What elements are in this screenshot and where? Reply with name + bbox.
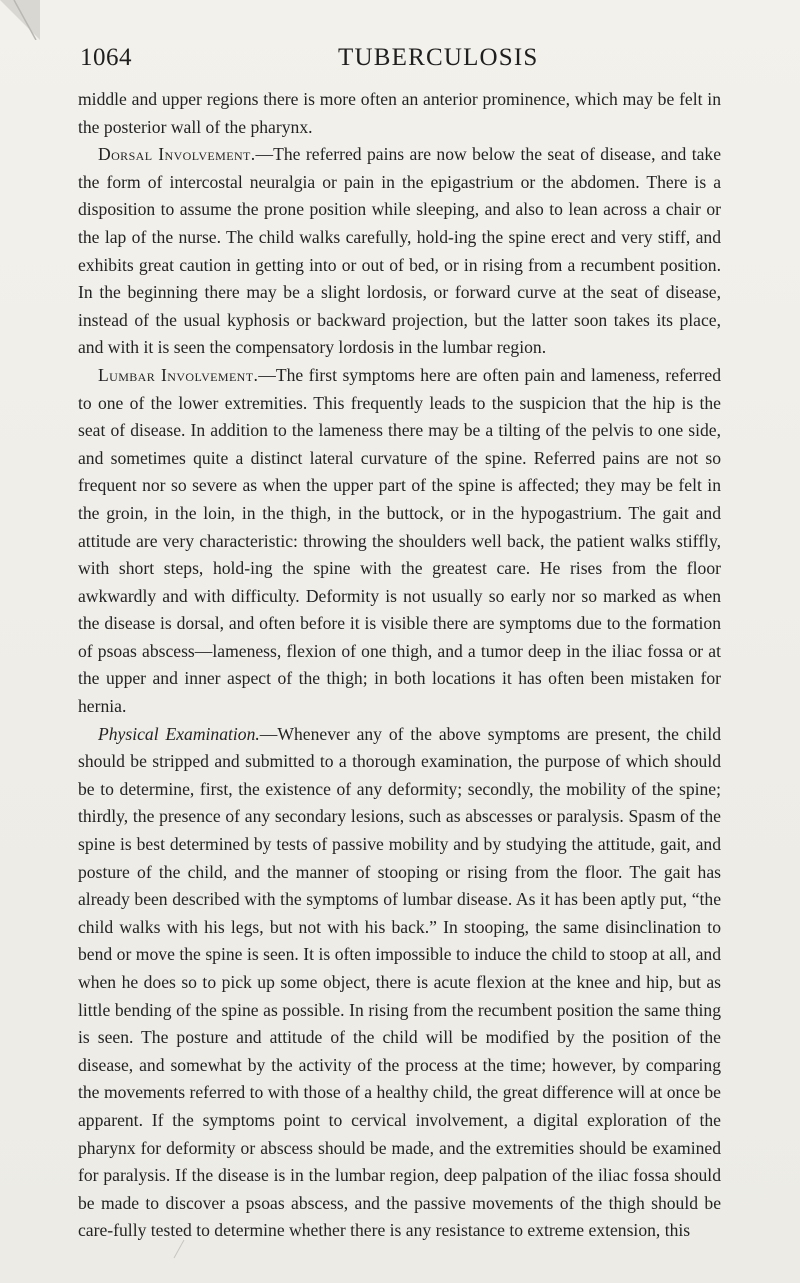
section-heading: Physical Examination. bbox=[98, 723, 260, 744]
running-head: TUBERCULOSIS bbox=[338, 44, 539, 71]
page-header bbox=[80, 44, 720, 78]
page-number: 1064 bbox=[80, 44, 132, 71]
paragraph bbox=[78, 721, 721, 1245]
paragraph-text: middle and upper regions there is more often an anterior prominence, which may be felt in the posterior wall of the pharynx. bbox=[78, 89, 721, 137]
body-text bbox=[78, 86, 721, 1245]
paragraph bbox=[78, 362, 721, 721]
page-corner-shadow-icon bbox=[0, 0, 40, 40]
paragraph bbox=[78, 86, 721, 141]
paragraph-text: —Whenever any of the above symptoms are present, the child should be stripped and submitted to a thorough examination, the purpose of which should be to determine, first, the existence of any deformity; secondly, the mobility of the spine; thirdly, the presence of any secondary lesions, such as abscesses or paralysis. Spasm of the spine is best determined by tests of passive mobility and by studying the attitude, gait, and posture of the child, and the manner of stooping or rising from the floor. The gait has already been described with the symptoms of lumbar disease. As it has been aptly put, “the child walks with his legs, but not with his back.” In stooping, the same disinclination to bend or move the spine is seen. It is often impossible to induce the child to stoop at all, and when he does so to pick up some object, there is acute flexion at the knee and hip, but as little bending of the spine as possible. In rising from the recumbent position the same thing is seen. The posture and attitude of the child will be modified by the position of the disease, and somewhat by the activity of the process at the time; however, by comparing the movements referred to with those of a healthy child, the great difference will at once be apparent. If the symptoms point to cervical involvement, a digital exploration of the pharynx for deformity or abscess should be made, and the extremities should be examined for paralysis. If the disease is in the lumbar region, deep palpation of the iliac fossa should be made to discover a psoas abscess, and the passive movements of the thigh should be care-fully tested to determine whether there is any resistance to extreme extension, this bbox=[78, 723, 722, 1241]
paragraph-text: —The first symptoms here are often pain and lameness, referred to one of the lower extremities. This frequently leads to the suspicion that the hip is the seat of disease. In addition to the lameness there may be a tilting of the pelvis to one side, and sometimes quite a distinct lateral curvature of the spine. Referred pains are not so frequent nor so severe as when the upper part of the spine is affected; they may be felt in the groin, in the loin, in the thigh, in the buttock, or in the hypogastrium. The gait and attitude are very characteristic: throwing the shoulders well back, the patient walks stiffly, with short steps, hold-ing the spine with the greatest care. He rises from the floor awkwardly and with difficulty. Deformity is not usually so early nor so marked as when the disease is dorsal, and often before it is visible there are symptoms due to the formation of psoas abscess—lameness, flexion of one thigh, and a tumor deep in the iliac fossa or at the upper and inner aspect of the thigh; in both locations it has often been mistaken for hernia. bbox=[78, 364, 722, 717]
paragraph bbox=[78, 141, 721, 362]
paragraph-text: —The referred pains are now below the seat of disease, and take the form of intercostal neuralgia or pain in the epigastrium or the abdomen. There is a disposition to assume the prone position while sleeping, and also to lean across a chair or the lap of the nurse. The child walks carefully, hold-ing the spine erect and very stiff, and exhibits great caution in getting into or out of bed, or in rising from a recumbent position. In the beginning there may be a slight lordosis, or forward curve at the seat of disease, instead of the usual kyphosis or backward projection, but the latter soon takes its place, and with it is seen the compensatory lordosis in the lumbar region. bbox=[78, 144, 722, 358]
section-heading: Dorsal Involvement. bbox=[98, 144, 256, 165]
pencil-mark-icon bbox=[172, 1238, 186, 1260]
section-heading: Lumbar Involvement. bbox=[98, 364, 259, 385]
